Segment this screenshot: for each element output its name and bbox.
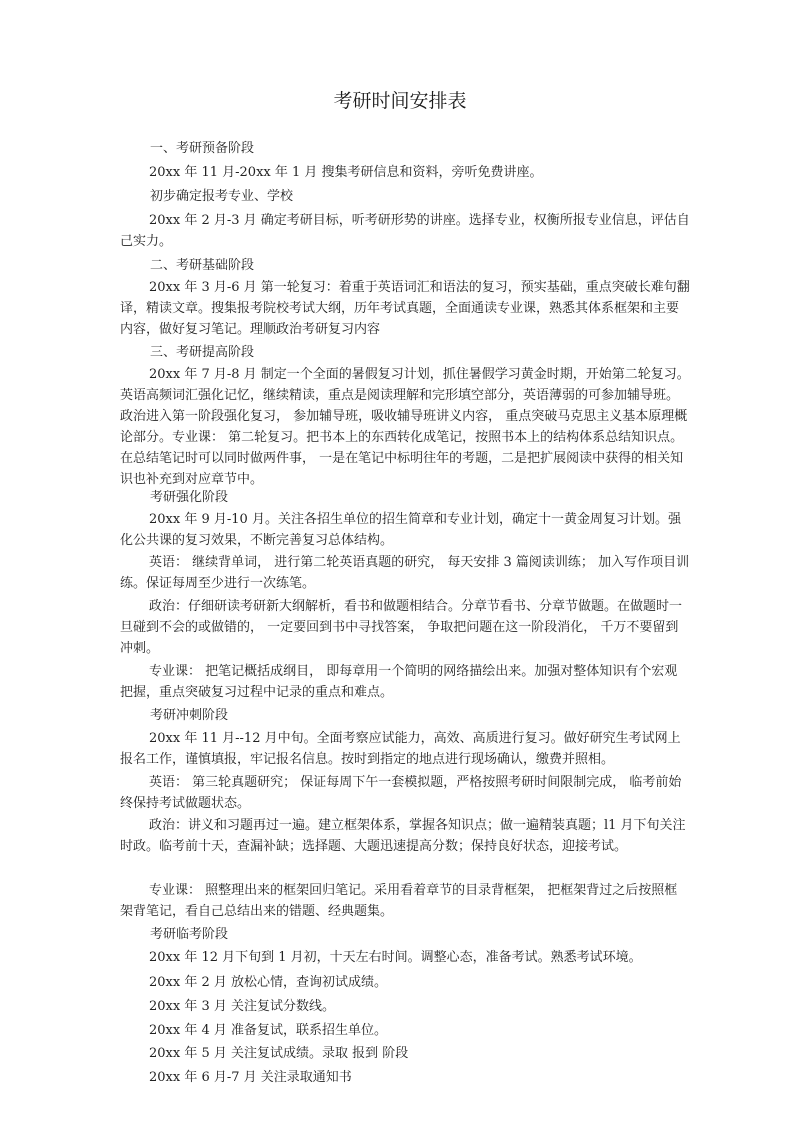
paragraph: 20xx 年 4 月 准备复试，联系招生单位。 — [149, 1023, 388, 1038]
paragraph: 20xx 年 3 月-6 月 第一轮复习：着重于英语词汇和语法的复习，预实基础，重点突破长难句翻译，精读文章。搜集报考院校考试大纲，历年考试真题，全面通读专业课，熟悉其体系框架和主要内容，做好复习笔记。理顺政治考研复习内容 — [120, 280, 690, 337]
section-heading-sprint: 考研冲刺阶段 — [150, 708, 229, 723]
paragraph: 20xx 年 12 月下旬到 1 月初，十天左右时间。调整心态，准备考试。熟悉考试环境。 — [149, 950, 642, 965]
section-heading-final: 考研临考阶段 — [150, 927, 229, 942]
section-heading-preparation: 一、考研预备阶段 — [150, 141, 255, 156]
paragraph-major-course: 专业课： 照整理出来的框架回归笔记。采用看着章节的目录背框架， 把框架背过之后按照框架背笔记，看自己总结出来的错题、经典题集。 — [120, 883, 678, 919]
paragraph-english: 英语： 第三轮真题研究； 保证每周下午一套模拟题，严格按照考研时间限制完成， 临考前始终保持考试做题状态。 — [120, 775, 682, 811]
paragraph: 20xx 年 6 月-7 月 关注录取通知书 — [149, 1070, 352, 1085]
paragraph: 20xx 年 3 月 关注复试分数线。 — [149, 999, 336, 1014]
paragraph-major-course: 专业课： 把笔记概括成纲目， 即每章用一个简明的网络描绘出来。加强对整体知识有个宏观把握，重点突破复习过程中记录的重点和难点。 — [120, 664, 678, 700]
paragraph-politics: 政治：讲义和习题再过一遍。建立框架体系，掌握各知识点；做一遍精装真题；l1 月下旬关注时政。临考前十天，查漏补缺；选择题、大题迅速提高分数；保持良好状态，迎接考试。 — [120, 818, 686, 854]
paragraph-politics: 政治：仔细研读考研新大纲解析，看书和做题相结合。分章节看书、分章节做题。在做题时一旦碰到不会的或做错的， 一定要回到书中寻找答案， 争取把问题在这一阶段消化， 千万不要留到冲刺。 — [120, 599, 683, 656]
paragraph: 20xx 年 9 月-10 月。关注各招生单位的招生简章和专业计划，确定十一黄金周复习计划。强化公共课的复习效果，不断完善复习总体结构。 — [120, 512, 681, 548]
section-heading-foundation: 二、考研基础阶段 — [150, 258, 255, 273]
paragraph-english: 英语： 继续背单词， 进行第二轮英语真题的研究， 每天安排 3 篇阅读训练； 加入写作项目训练。保证每周至少进行一次练笔。 — [120, 555, 690, 591]
paragraph: 20xx 年 2 月-3 月 确定考研目标，听考研形势的讲座。选择专业，权衡所报专业信息，评估自己实力。 — [120, 213, 690, 249]
section-heading-improvement: 三、考研提高阶段 — [150, 345, 255, 360]
paragraph: 20xx 年 7 月-8 月 制定一个全面的暑假复习计划，抓住暑假学习黄金时期，开始第二轮复习。英语高频词汇强化记忆，继续精读，重点是阅读理解和完形填空部分，英语薄弱的可参加辅导班。政治进入第一阶段强化复习， 参加辅导班，吸收辅导班讲义内容， 重点突破马克思主义基本原理概论部分。专业课： 第二轮复习。把书本上的东西转化成笔记，按照书本上的结构体系总结知识点。在总结笔记时可以同时做两件事， 一是在笔记中标明往年的考题，二是把扩展阅读中获得的相关知识也补充到对应章节中。 — [120, 367, 690, 487]
section-heading-intensive: 考研强化阶段 — [150, 490, 229, 505]
document-title: 考研时间安排表 — [333, 90, 467, 112]
paragraph: 20xx 年 5 月 关注复试成绩。录取 报到 阶段 — [149, 1046, 409, 1061]
paragraph: 20xx 年 11 月--12 月中旬。全面考察应试能力，高效、高质进行复习。做好研究生考试网上报名工作，谨慎填报，牢记报名信息。按时到指定的地点进行现场确认，缴费并照相。 — [120, 731, 681, 767]
paragraph: 初步确定报考专业、学校 — [150, 189, 294, 204]
paragraph: 20xx 年 11 月-20xx 年 1 月 搜集考研信息和资料，旁听免费讲座。 — [149, 165, 543, 180]
paragraph: 20xx 年 2 月 放松心情，查询初试成绩。 — [149, 975, 388, 990]
